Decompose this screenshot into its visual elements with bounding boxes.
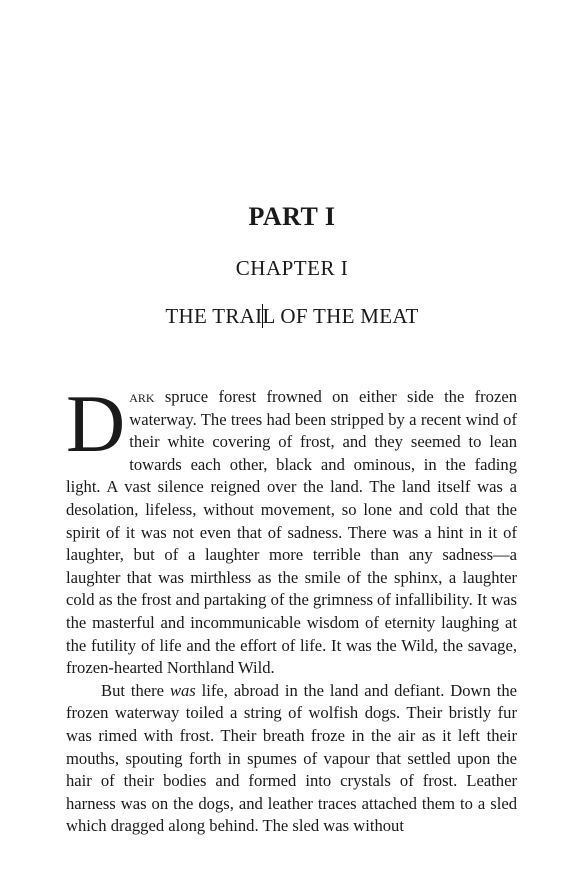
paragraph-1-text: spruce forest frowned on either side the frozen waterway. The trees had been stripped by a recent wind of their white covering of frost, and they seemed to lean towards each other, black and ominous, in the fading light. A vast silence reigned over the land. The land itself was a desolation, lifeless, without movement, so lone and cold that the spirit of it was not even that of sadness. There was a hint in it of laughter, but of a laughter more terrible than any sadness—a laughter that was mirthless as the smile of the sphinx, a laughter cold as the frost and partaking of the grimness of infallibility. It was the masterful and incommunicable wisdom of eternity laughing at the futility of life and the effort of life. It was the Wild, the savage, frozen-hearted Northland Wild. [66,387,517,678]
chapter-body[interactable] [66,378,517,838]
chapter-title-part-2: L OF THE MEAT [262,304,419,328]
paragraph-2-after: life, abroad in the land and defiant. Down the frozen waterway toiled a string of wolfish dogs. Their bristly fur was rimed with frost. Their breath froze in the air as it left their mouths, spouting forth in spumes of vapour that settled upon the hair of their bodies and formed into crystals of frost. Leather harness was on the dogs, and leather traces attached them to a sled which dragged along behind. The sled was without [66,680,517,836]
paragraph-2 [66,680,517,838]
chapter-heading: CHAPTER I [235,256,349,280]
chapter-title-part-1: THE TRAI [165,304,263,328]
emphasis-word: was [169,680,196,700]
chapter-title [0,304,584,329]
lead-word: ark [129,387,155,406]
drop-cap: D [66,378,126,469]
part-heading: PART I [248,202,336,231]
paragraph-1 [66,378,517,680]
paragraph-2-before: But there [101,680,170,700]
